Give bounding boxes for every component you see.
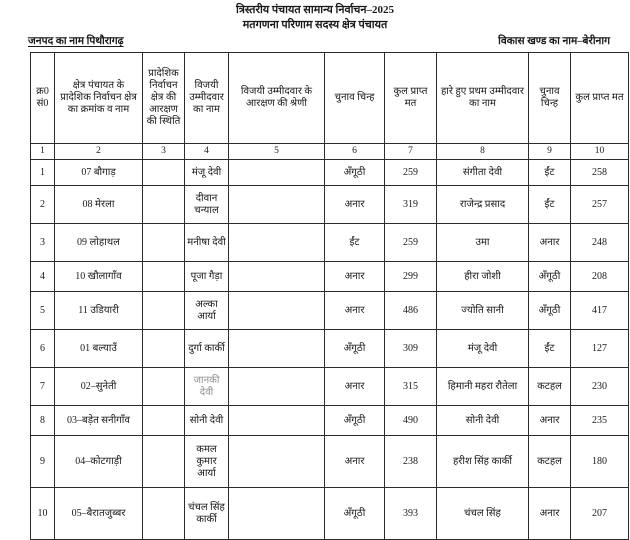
cell-serial-number: 7 — [31, 368, 55, 406]
cell-winner-symbol: अँगूठी — [325, 330, 385, 368]
table-row — [31, 330, 629, 368]
col-header-runner-up-votes: कुल प्राप्त मत — [571, 53, 629, 144]
cell-reservation-status — [143, 436, 185, 488]
cell-serial-number: 9 — [31, 436, 55, 488]
cell-winner-votes: 259 — [385, 224, 437, 262]
cell-winner-votes: 309 — [385, 330, 437, 368]
cell-serial-number: 5 — [31, 292, 55, 330]
cell-runner-up-votes: 230 — [571, 368, 629, 406]
cell-runner-up-symbol: अनार — [529, 224, 571, 262]
column-number-row — [31, 144, 629, 160]
cell-runner-up-name: चंचल सिंह — [437, 488, 529, 540]
cell-runner-up-symbol: अनार — [529, 488, 571, 540]
cell-runner-up-name: हिमानी महरा रौतेला — [437, 368, 529, 406]
col-header-runner-up-name: हारे हुए प्रथम उम्मीदवार का नाम — [437, 53, 529, 144]
cell-runner-up-name: उमा — [437, 224, 529, 262]
cell-runner-up-name: मंजू देवी — [437, 330, 529, 368]
cell-runner-up-name: संगीता देवी — [437, 160, 529, 186]
cell-runner-up-name: हरीश सिंह कार्की — [437, 436, 529, 488]
cell-runner-up-name: ज्योति सानी — [437, 292, 529, 330]
table-row — [31, 368, 629, 406]
cell-runner-up-symbol: अँगूठी — [529, 262, 571, 292]
column-number: 3 — [143, 144, 185, 160]
document-title-line2: मतगणना परिणाम सदस्य क्षेत्र पंचायत — [242, 19, 388, 31]
cell-reservation-status — [143, 406, 185, 436]
cell-winner-name: मनीषा देवी — [185, 224, 229, 262]
cell-runner-up-symbol: अँगूठी — [529, 292, 571, 330]
cell-winner-name: दुर्गा कार्की — [185, 330, 229, 368]
cell-constituency: 02–सुनेती — [55, 368, 143, 406]
cell-constituency: 05–बैरातजुब्बर — [55, 488, 143, 540]
cell-winner-category — [229, 436, 325, 488]
table-row — [31, 436, 629, 488]
cell-serial-number: 2 — [31, 186, 55, 224]
cell-winner-votes: 299 — [385, 262, 437, 292]
cell-runner-up-votes: 258 — [571, 160, 629, 186]
cell-winner-symbol: अनार — [325, 186, 385, 224]
col-header-reservation: प्रादेशिक निर्वाचन क्षेत्र की आरक्षण की स्थिति — [143, 53, 185, 144]
cell-serial-number: 6 — [31, 330, 55, 368]
table-row — [31, 262, 629, 292]
col-header-winner-votes: कुल प्राप्त मत — [385, 53, 437, 144]
cell-runner-up-votes: 257 — [571, 186, 629, 224]
cell-runner-up-votes: 248 — [571, 224, 629, 262]
cell-constituency: 03–बड़ेत सनीगाँव — [55, 406, 143, 436]
cell-constituency: 07 बौगाड़ — [55, 160, 143, 186]
cell-winner-votes: 393 — [385, 488, 437, 540]
cell-winner-category — [229, 488, 325, 540]
cell-runner-up-votes: 127 — [571, 330, 629, 368]
table-row — [31, 406, 629, 436]
col-header-serial: क्र0 सं0 — [31, 53, 55, 144]
col-header-winner-name: विजयी उम्मीदवार का नाम — [185, 53, 229, 144]
cell-winner-votes: 238 — [385, 436, 437, 488]
col-header-runner-up-symbol: चुनाव चिन्ह — [529, 53, 571, 144]
column-number: 1 — [31, 144, 55, 160]
cell-winner-name: जानकी देवी — [185, 368, 229, 406]
cell-winner-name: पूजा गैड़ा — [185, 262, 229, 292]
cell-serial-number: 1 — [31, 160, 55, 186]
cell-runner-up-name: हीरा जोशी — [437, 262, 529, 292]
col-header-winner-symbol: चुनाव चिन्ह — [325, 53, 385, 144]
cell-reservation-status — [143, 330, 185, 368]
cell-winner-category — [229, 186, 325, 224]
cell-winner-name: कमल कुमार आर्या — [185, 436, 229, 488]
cell-runner-up-symbol: ईंट — [529, 160, 571, 186]
cell-reservation-status — [143, 262, 185, 292]
col-header-winner-category: विजयी उम्मीदवार के आरक्षण की श्रेणी — [229, 53, 325, 144]
cell-winner-symbol: अनार — [325, 292, 385, 330]
cell-reservation-status — [143, 368, 185, 406]
cell-runner-up-votes: 207 — [571, 488, 629, 540]
table-row — [31, 160, 629, 186]
cell-winner-votes: 259 — [385, 160, 437, 186]
table-row — [31, 186, 629, 224]
subheader-row — [28, 34, 610, 48]
table-row — [31, 224, 629, 262]
cell-winner-category — [229, 406, 325, 436]
cell-winner-category — [229, 368, 325, 406]
cell-runner-up-symbol: कटहल — [529, 436, 571, 488]
cell-runner-up-votes: 235 — [571, 406, 629, 436]
cell-runner-up-symbol: कटहल — [529, 368, 571, 406]
cell-winner-symbol: अनार — [325, 262, 385, 292]
cell-winner-symbol: ईंट — [325, 224, 385, 262]
column-number: 5 — [229, 144, 325, 160]
cell-winner-category — [229, 262, 325, 292]
cell-winner-name: सोनी देवी — [185, 406, 229, 436]
results-table — [30, 52, 629, 540]
cell-reservation-status — [143, 488, 185, 540]
cell-winner-category — [229, 224, 325, 262]
cell-reservation-status — [143, 224, 185, 262]
column-number: 8 — [437, 144, 529, 160]
cell-winner-symbol: अनार — [325, 368, 385, 406]
column-number: 10 — [571, 144, 629, 160]
cell-winner-votes: 486 — [385, 292, 437, 330]
cell-constituency: 11 उडियारी — [55, 292, 143, 330]
cell-winner-symbol: अँगूठी — [325, 488, 385, 540]
column-number: 2 — [55, 144, 143, 160]
cell-constituency: 01 बल्याउँ — [55, 330, 143, 368]
cell-winner-name: मंजू देवी — [185, 160, 229, 186]
cell-winner-category — [229, 160, 325, 186]
document-title-line1: त्रिस्तरीय पंचायत सामान्य निर्वाचन–2025 — [235, 4, 395, 16]
cell-serial-number: 4 — [31, 262, 55, 292]
table-row — [31, 292, 629, 330]
cell-winner-votes: 315 — [385, 368, 437, 406]
col-header-constituency: क्षेत्र पंचायत के प्रादेशिक निर्वाचन क्षेत्र का क्रमांक व नाम — [55, 53, 143, 144]
column-number: 4 — [185, 144, 229, 160]
cell-winner-symbol: अनार — [325, 436, 385, 488]
cell-constituency: 09 लोहाथल — [55, 224, 143, 262]
cell-runner-up-symbol: अनार — [529, 406, 571, 436]
table-body — [31, 160, 629, 540]
table-header-row — [31, 53, 629, 144]
column-number: 7 — [385, 144, 437, 160]
cell-winner-name: अल्का आर्या — [185, 292, 229, 330]
cell-constituency: 08 मेरला — [55, 186, 143, 224]
cell-reservation-status — [143, 186, 185, 224]
cell-winner-symbol: अँगूठी — [325, 160, 385, 186]
cell-winner-symbol: अँगूठी — [325, 406, 385, 436]
table-row — [31, 488, 629, 540]
district-name-label: जनपद का नाम पिथौरागढ़ — [28, 36, 124, 47]
cell-reservation-status — [143, 292, 185, 330]
cell-serial-number: 10 — [31, 488, 55, 540]
cell-serial-number: 8 — [31, 406, 55, 436]
cell-winner-name: चंचल सिंह कार्की — [185, 488, 229, 540]
cell-constituency: 04–कोटगाड़ी — [55, 436, 143, 488]
cell-runner-up-votes: 417 — [571, 292, 629, 330]
cell-constituency: 10 खौलागाँव — [55, 262, 143, 292]
cell-runner-up-name: सोनी देवी — [437, 406, 529, 436]
cell-reservation-status — [143, 160, 185, 186]
cell-winner-votes: 319 — [385, 186, 437, 224]
document-title-block — [0, 0, 630, 33]
cell-runner-up-symbol: ईंट — [529, 330, 571, 368]
cell-runner-up-name: राजेन्द्र प्रसाद — [437, 186, 529, 224]
cell-runner-up-votes: 208 — [571, 262, 629, 292]
column-number: 9 — [529, 144, 571, 160]
cell-winner-category — [229, 330, 325, 368]
cell-winner-votes: 490 — [385, 406, 437, 436]
cell-serial-number: 3 — [31, 224, 55, 262]
cell-winner-name: दीवान चन्याल — [185, 186, 229, 224]
block-name-label: विकास खण्ड का नाम–बेरीनाग — [498, 36, 610, 47]
cell-runner-up-symbol: ईंट — [529, 186, 571, 224]
cell-winner-category — [229, 292, 325, 330]
column-number: 6 — [325, 144, 385, 160]
cell-runner-up-votes: 180 — [571, 436, 629, 488]
